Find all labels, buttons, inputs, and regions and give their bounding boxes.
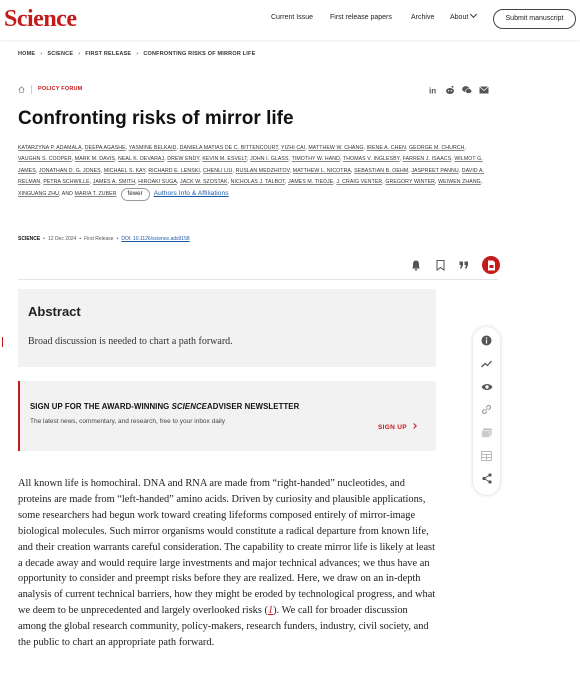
breadcrumb [18,51,255,57]
article-title: Confronting risks of mirror life [18,108,294,129]
author-name[interactable]: VAUGHN S. COOPER [18,156,72,163]
nav-first-release[interactable]: First release papers [330,14,392,21]
author-name[interactable]: HIROAKI SUGA [138,178,177,185]
author-name[interactable]: GREGORY WINTER [385,178,436,185]
section-divider [18,279,498,280]
author-name[interactable]: JONATHAN D. G. JONES [38,167,101,174]
author-name[interactable]: JAMES M. TIEDJE [288,178,334,185]
author-separator: , [339,156,343,163]
abstract-heading: Abstract [28,304,81,319]
author-name[interactable]: RUSLAN MEDZHITOV [235,167,290,174]
author-separator: , [284,178,289,185]
section-divider [31,85,32,94]
author-separator: , [135,178,139,185]
chevron-right-icon: › [136,51,139,57]
trend-icon[interactable] [480,357,493,370]
release-status: First Release [84,236,114,242]
doi-link[interactable]: DOI: 10.1126/science.ads9158 [121,236,190,242]
author-name[interactable]: THOMAS V. INGLESBY [342,156,400,163]
author-separator: , [100,167,104,174]
author-separator: , [125,145,129,151]
breadcrumb-science[interactable]: SCIENCE [47,51,74,57]
bookmark-icon[interactable] [434,259,446,271]
author-name[interactable]: DANIELA MATIAS DE C. BITTENCOURT [179,145,279,151]
table-icon[interactable] [480,449,493,462]
author-name[interactable]: SEBASTIAN B. OEHM [354,167,409,174]
body-paragraph-start: All known life is homochiral. DNA and RNA are made from “right-handed” nucleotides, and proteins are made from “left-handed” amino acids. Driven by curiosity and plausible applications, some researchers had begun work toward creating lifeforms composed entirely of mirror-image biological molecules. Such mirror organisms would constitute a radical departure from known life, and their creation warrants careful consideration. The capability to create mirror life is likely at least a decade away and would require large investments and major technical advances; we thus have an opportunity to consider and preempt risks before they are realized. Here, we draw on an in-depth analysis of current technical barriers, how they might be eroded by technological progress, and what we deem to be unprecedented and largely overlooked risks ( [18,478,436,617]
author-separator: , [89,178,93,185]
author-name[interactable]: MATTHEW W. CHANG [308,145,364,151]
meta-separator: • [43,236,45,242]
author-separator: , [71,156,75,163]
author-separator: , [176,178,180,185]
signup-button[interactable] [378,424,416,431]
author-name[interactable]: DREW ENDY [167,156,200,163]
author-separator: , [246,156,251,163]
author-separator: , [451,156,455,163]
last-author-prefix: , AND [58,191,74,198]
publish-date: 12 Dec 2024 [48,236,77,242]
author-separator: , [333,178,337,185]
wechat-icon[interactable] [462,85,472,95]
article-meta [18,236,190,242]
article-tools [410,256,500,274]
science-logo[interactable]: Science [4,6,77,32]
author-separator: , [35,167,39,174]
author-name[interactable]: XINGUANG ZHU [18,191,59,198]
author-separator: , [305,145,309,151]
author-name[interactable]: JASPREET PANNU [411,167,459,174]
author-separator: , [382,178,386,185]
nav-about[interactable] [450,14,476,21]
author-name[interactable]: MATTHEW L. NICOTRA [292,167,351,174]
author-separator: , [232,167,236,174]
eye-icon[interactable] [480,380,493,393]
author-name[interactable]: WEIWEN ZHANG [438,178,481,185]
pdf-icon[interactable] [482,256,500,274]
author-separator: , [164,156,168,163]
author-name[interactable]: JOHN I. GLASS [250,156,289,163]
breadcrumb-home[interactable]: HOME [18,51,36,57]
breadcrumb-first-release[interactable]: FIRST RELEASE [85,51,132,57]
author-separator: , [114,156,118,163]
link-icon[interactable] [480,403,493,416]
section-label[interactable]: POLICY FORUM [38,86,83,92]
author-name[interactable]: NICHOLAS J. TALBOT [230,178,285,185]
author-separator: , [199,167,203,174]
author-name[interactable]: MARK M. DAVIS [74,156,115,163]
author-name[interactable]: FARREN J. ISAACS [402,156,452,163]
author-separator: , [458,167,462,174]
reference-link[interactable]: 1 [267,605,274,617]
share-icon[interactable] [480,472,493,485]
chevron-right-icon: › [78,51,81,57]
newsletter-title-italic: SCIENCE [171,402,207,411]
author-separator: , [289,167,293,174]
newsletter-subtitle: The latest news, commentary, and research, free to your inbox daily [30,418,225,425]
newsletter-title-suffix: ADVISER NEWSLETTER [207,402,300,411]
author-name[interactable]: RICHARD E. LENSKI [148,167,200,174]
author-separator: , [350,167,355,174]
fewer-authors-button[interactable]: fewer [121,188,150,201]
home-icon[interactable] [18,86,25,93]
margin-marker [2,337,3,347]
author-name[interactable]: MARIA T. ZUBER [74,191,117,198]
email-icon[interactable] [479,85,489,95]
author-name[interactable]: YIZHI CAI [281,145,306,151]
quote-icon[interactable] [458,259,470,271]
author-name[interactable]: WILMOT G. JAMES [18,156,483,174]
author-name[interactable]: IRENE A. CHEN [366,145,406,151]
author-separator: , [227,178,231,185]
author-name[interactable]: JAMES A. SMITH [92,178,136,185]
newsletter-banner [18,381,436,451]
share-icons [428,85,489,95]
nav-archive[interactable]: Archive [411,14,435,21]
nav-about-label: About [450,14,469,21]
author-name[interactable]: DEEPA AGASHE [84,145,126,151]
author-separator: , [199,156,203,163]
breadcrumb-current: CONFRONTING RISKS OF MIRROR LIFE [143,51,256,57]
chevron-right-icon: › [40,51,43,57]
author-separator: , [288,156,292,163]
author-separator: , [480,178,483,185]
chevron-down-icon [470,11,477,18]
chevron-right-icon [411,423,417,429]
author-name[interactable]: CHENLI LIU [202,167,233,174]
author-name[interactable]: GEORGE M. CHURCH [409,145,465,151]
journal-name[interactable]: SCIENCE [18,236,41,242]
author-separator: , [435,178,439,185]
body-paragraph-end: ). We call for broader discussion among the global research community, policy-makers, research funders, industry, civil society, and the public to chart an appropriate path forward. [18,605,429,649]
author-name[interactable]: J. CRAIG VENTER [336,178,383,185]
author-separator: , [145,167,149,174]
author-separator: , [464,145,467,151]
bell-icon[interactable] [410,259,422,271]
reddit-icon[interactable] [445,85,455,95]
author-separator: , [81,145,85,151]
nav-current-issue[interactable]: Current Issue [271,14,314,21]
author-separator: , [363,145,367,151]
newsletter-title-prefix: SIGN UP FOR THE AWARD-WINNING [30,402,172,411]
signup-label: SIGN UP [378,424,407,431]
author-name[interactable]: TIMOTHY W. HAND [291,156,340,163]
authors-inline [18,145,484,197]
author-separator: , [408,167,412,174]
author-name[interactable]: PETRA SCHWILLE [43,178,90,185]
author-separator: , [278,145,282,151]
submit-manuscript-button[interactable]: Submit manuscript [493,9,576,29]
meta-separator: • [116,236,119,242]
author-name[interactable]: JACK W. SZOSTAK [180,178,228,185]
authors-info-link[interactable]: Authors Info & Affiliations [153,190,229,198]
author-name[interactable]: KATARZYNA P. ADAMALA [18,145,82,151]
info-icon[interactable] [480,334,493,347]
abstract-panel [18,289,436,367]
abstract-text: Broad discussion is needed to chart a path forward. [28,336,233,347]
newsletter-title [30,402,299,411]
author-separator: , [399,156,403,163]
author-name[interactable]: KEVIN M. ESVELT [202,156,247,163]
site-header [0,0,580,40]
author-name[interactable]: NEAL K. DEVARAJ [118,156,165,163]
author-name[interactable]: YASMINE BELKAID [128,145,177,151]
author-name[interactable]: MICHAEL S. KAY [103,167,146,174]
author-separator: , [405,145,410,151]
author-list [18,143,488,201]
figures-icon[interactable] [480,426,493,439]
article-body [18,476,438,651]
linkedin-icon[interactable] [428,85,438,95]
svg-text:in: in [428,86,436,95]
author-name[interactable]: DAVID A. RELMAN [18,167,485,185]
author-separator: , [40,178,44,185]
article-side-rail [473,327,500,495]
meta-separator: • [79,236,82,242]
author-separator: , [176,145,180,151]
